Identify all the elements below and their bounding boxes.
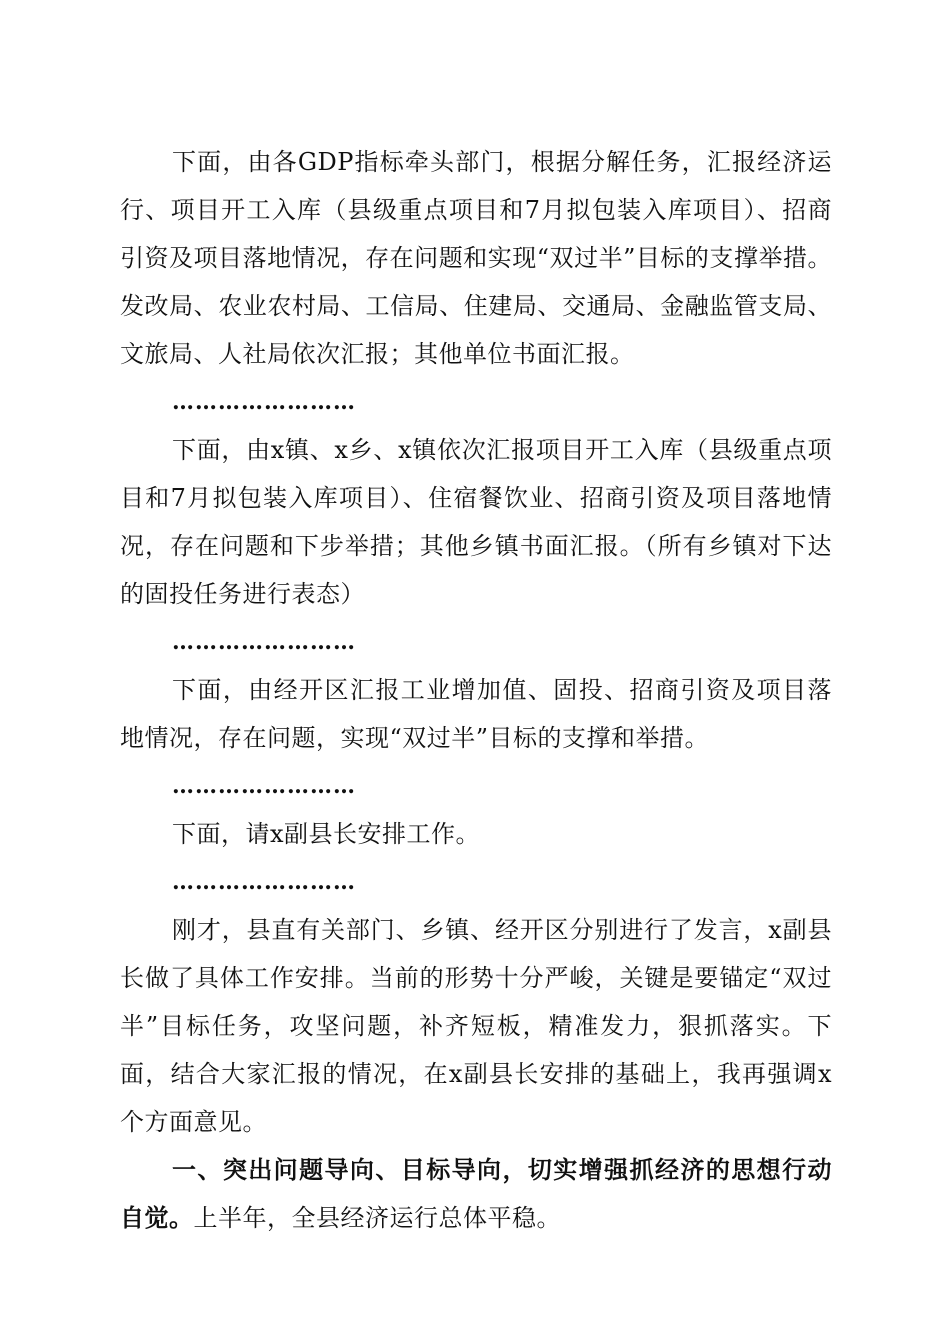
ellipsis-separator: …………………… [172,773,356,799]
paragraph-development-zone-report: 下面，由经开区汇报工业增加值、固投、招商引资及项目落地情况，存在问题，实现“双过半”目标的支撑和举措。 [120,676,832,752]
paragraph-summary-remarks: 刚才，县直有关部门、乡镇、经开区分别进行了发言，x副县长做了具体工作安排。当前的形势十分严峻，关键是要锚定“双过半”目标任务，攻坚问题，补齐短板，精准发力，狠抓落实。下面，结合大家汇报的情况，在x副县长安排的基础上，我再强调x个方面意见。 [120,916,832,1136]
paragraph-section-one [120,1146,832,1242]
ellipsis-separator: …………………… [172,629,356,655]
section-one-body: 上半年，全县经济运行总体平稳。 [193,1204,561,1232]
ellipsis-separator: …………………… [172,869,356,895]
paragraph-departments-report: 下面，由各GDP指标牵头部门，根据分解任务，汇报经济运行、项目开工入库（县级重点项目和7月拟包装入库项目）、招商引资及项目落地情况，存在问题和实现“双过半”目标的支撑举措。发改局、农业农村局、工信局、住建局、交通局、金融监管支局、文旅局、人社局依次汇报；其他单位书面汇报。 [120,148,832,368]
document-page [120,138,832,1242]
paragraph-towns-report: 下面，由x镇、x乡、x镇依次汇报项目开工入库（县级重点项目和7月拟包装入库项目）、住宿餐饮业、招商引资及项目落地情况，存在问题和下步举措；其他乡镇书面汇报。（所有乡镇对下达的固投任务进行表态） [120,436,832,608]
paragraph-vice-magistrate-arrangement: 下面，请x副县长安排工作。 [172,820,481,848]
section-one-heading: 一、突出问题导向、目标导向，切实增强抓经济的思想行动自觉。 [120,1156,832,1232]
ellipsis-separator: …………………… [172,389,356,415]
